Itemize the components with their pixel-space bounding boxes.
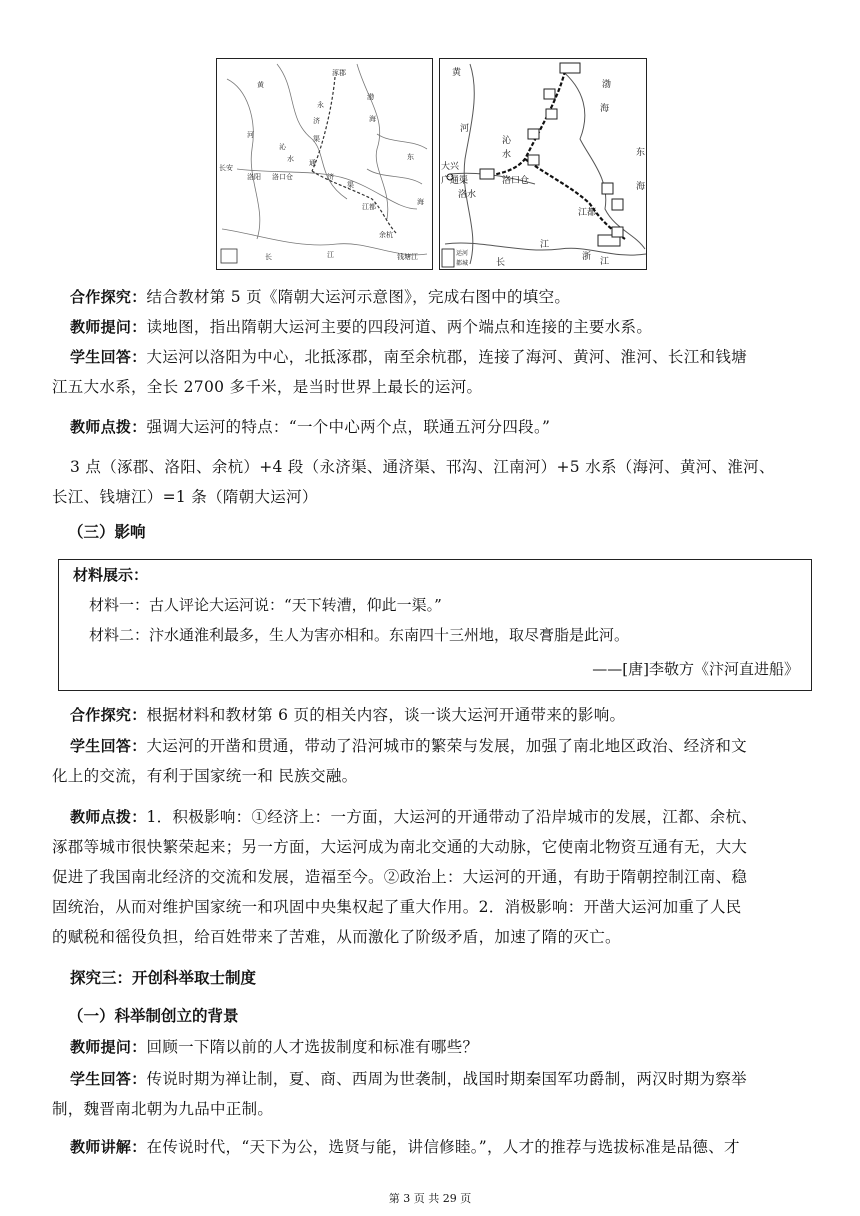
map-left-label-0: 涿郡 — [332, 69, 346, 77]
map-right-label-12: 江都 — [578, 208, 597, 218]
text-teacher-tip-2-l1: 1．积极影响：①经济上：一方面，大运河的开通带动了沿岸城市的发展，江都、余杭、 — [146, 808, 758, 826]
label-teacher-question: 教师提问： — [70, 318, 147, 336]
para-teacher-question-1 — [52, 314, 812, 342]
map-right-legend-canal: 运河 — [456, 250, 469, 257]
text-student-answer-3-l1: 传说时期为禅让制，夏、商、西周为世袭制，战国时期秦国军功爵制，两汉时期为察举 — [146, 1070, 747, 1088]
text-teacher-tip-2-l2: 涿郡等城市很快繁荣起来；另一方面，大运河成为南北交通的大动脉，它使南北物资互通有无，大大 — [52, 838, 748, 856]
map-right-label-10: 洛水 — [458, 190, 477, 200]
map-left-label-10: 通 — [309, 159, 316, 167]
map-left-label-7: 沁 — [279, 143, 286, 151]
map-right-label-8: 广通渠 — [441, 176, 469, 186]
material-one: 材料一：古人评论大运河说：“天下转漕，仰此一渠。” — [89, 596, 442, 614]
map-left-label-20: 长 — [265, 253, 272, 261]
para-summary — [52, 454, 812, 482]
map-left-label-18: 海 — [417, 198, 424, 206]
heading-explore-three: 探究三：开创科举取士制度 — [70, 969, 257, 987]
page-footer: 第 3 页 共 29 页 — [388, 1192, 472, 1205]
text-teacher-question-3: 回顾一下隋以前的人才选拔制度和标准有哪些？ — [146, 1038, 479, 1056]
map-left-label-22: 钱塘江 — [397, 253, 418, 261]
para-student-answer-1-cont — [52, 374, 812, 402]
map-right-label-5: 沁 — [502, 136, 512, 146]
text-student-answer-3-l2: 制，魏晋南北朝为九品中正制。 — [52, 1100, 274, 1118]
map-right-drawing — [440, 59, 646, 269]
para-teacher-tip-1 — [52, 414, 812, 442]
text-teacher-tip-2-l3: 促进了我国南北经济的交流和发展，造福至今。②政治上：大运河的开通，有助于隋朝控制江南、稳 — [52, 868, 748, 886]
para-student-answer-2 — [52, 733, 812, 761]
material-box — [58, 559, 812, 691]
map-right-label-3: 河 — [460, 124, 470, 134]
heading-background: （一）科举制创立的背景 — [68, 1007, 239, 1025]
map-left-label-3: 海 — [369, 115, 376, 123]
map-right-label-13: 长 — [496, 258, 506, 268]
map-left-label-19: 余杭 — [379, 231, 393, 239]
heading-influence: （三）影响 — [68, 523, 146, 541]
para-teacher-tip-2-l4 — [52, 894, 812, 922]
material-title: 材料展示： — [73, 566, 149, 584]
map-right-label-14: 江 — [540, 240, 550, 250]
map-right-label-6: 水 — [502, 150, 512, 160]
map-grand-canal-fill-in — [439, 58, 647, 270]
map-left-label-21: 江 — [327, 251, 334, 259]
map-right-label-11: 海 — [636, 182, 646, 192]
text-teacher-tip: 强调大运河的特点：“一个中心两个点，联通五河分四段。” — [146, 418, 551, 436]
text-teacher-tip-2-l4: 固统治，从而对维护国家统一和巩固中央集权起了重大作用。2．消极影响：开凿大运河加重了人民 — [52, 898, 742, 916]
map-right-label-16: 江 — [600, 257, 610, 267]
label-teacher-lecture: 教师讲解： — [70, 1138, 147, 1156]
para-student-answer-3 — [52, 1066, 812, 1094]
map-left-label-1: 黄 — [257, 81, 264, 89]
map-right-label-1: 渤 — [602, 80, 612, 90]
map-left-label-15: 洛阳 — [247, 173, 261, 181]
para-teacher-tip-2-l2 — [52, 834, 812, 862]
para-student-answer-1 — [52, 344, 812, 372]
text-student-answer-l2: 江五大水系，全长 2700 多千米，是当时世界上最长的运河。 — [52, 378, 483, 396]
text-student-answer-l1: 大运河以洛阳为中心，北抵涿郡，南至余杭郡，连接了海河、黄河、淮河、长江和钱塘 — [146, 348, 747, 366]
map-right-label-4: 东 — [636, 148, 646, 158]
map-right-legend-capital: 都城 — [456, 260, 469, 267]
label-student-answer: 学生回答： — [70, 348, 147, 366]
map-right-label-9: 洛口仓 — [502, 176, 530, 186]
text-coop-explore-2: 根据材料和教材第 6 页的相关内容，谈一谈大运河开通带来的影响。 — [146, 706, 626, 724]
text-summary-l1: 3 点（涿郡、洛阳、余杭）+4 段（永济渠、通济渠、邗沟、江南河）+5 水系（海河、黄河、淮河、 — [70, 458, 775, 476]
map-left-label-2: 渤 — [367, 93, 374, 101]
material-two: 材料二：汴水通淮利最多，生人为害亦相和。东南四十三州地，取尽膏脂是此河。 — [89, 626, 630, 644]
para-teacher-tip-2-l3 — [52, 864, 812, 892]
para-student-answer-3-cont — [52, 1096, 812, 1124]
para-coop-explore-1 — [52, 284, 812, 312]
map-grand-canal-textbook — [216, 58, 433, 270]
map-right-label-7: 大兴 — [441, 162, 460, 172]
text-student-answer-2-l1: 大运河的开凿和贯通，带动了沿河城市的繁荣与发展，加强了南北地区政治、经济和文 — [146, 737, 747, 755]
map-left-label-5: 永 — [317, 101, 324, 109]
label-student-answer-3: 学生回答： — [70, 1070, 147, 1088]
map-left-label-12: 渠 — [347, 181, 354, 189]
map-left-drawing — [217, 59, 432, 269]
label-teacher-tip: 教师点拨： — [70, 418, 147, 436]
map-left-label-11: 济 — [327, 173, 334, 181]
text-student-answer-2-l2: 化上的交流，有利于国家统一和 民族交融。 — [52, 767, 358, 785]
map-left-label-8: 渠 — [313, 135, 320, 143]
map-right-label-2: 海 — [600, 104, 610, 114]
map-left-label-6: 济 — [313, 117, 320, 125]
label-coop-explore: 合作探究： — [70, 288, 147, 306]
map-left-label-9: 水 — [287, 155, 294, 163]
label-teacher-question-3: 教师提问： — [70, 1038, 147, 1056]
map-right-label-15: 浙 — [582, 252, 592, 262]
para-teacher-lecture — [52, 1134, 812, 1162]
label-teacher-tip-2: 教师点拨： — [70, 808, 147, 826]
para-coop-explore-2 — [52, 702, 812, 730]
text-teacher-tip-2-l5: 的赋税和徭役负担，给百姓带来了苦难，从而激化了阶级矛盾，加速了隋的灭亡。 — [52, 928, 621, 946]
map-right-label-0: 黄 — [452, 68, 462, 78]
para-summary-cont — [52, 484, 812, 512]
map-left-label-13: 东 — [407, 153, 414, 161]
para-teacher-tip-2 — [52, 804, 812, 832]
para-student-answer-2-cont — [52, 763, 812, 791]
text-coop-explore: 结合教材第 5 页《隋朝大运河示意图》，完成右图中的填空。 — [146, 288, 571, 306]
label-coop-explore-2: 合作探究： — [70, 706, 147, 724]
material-source: ——[唐]李敬方《汴河直进船》 — [592, 660, 799, 678]
text-teacher-question: 读地图，指出隋朝大运河主要的四段河道、两个端点和连接的主要水系。 — [146, 318, 653, 336]
map-left-label-16: 洛口仓 — [272, 173, 293, 181]
text-summary-l2: 长江、钱塘江）=1 条（隋朝大运河） — [52, 488, 318, 506]
map-left-label-14: 长安 — [219, 164, 233, 172]
map-left-label-4: 河 — [247, 131, 254, 139]
label-student-answer-2: 学生回答： — [70, 737, 147, 755]
para-teacher-tip-2-l5 — [52, 924, 812, 952]
para-teacher-question-3 — [52, 1034, 812, 1062]
map-left-label-17: 江都 — [362, 203, 376, 211]
text-teacher-lecture: 在传说时代，“天下为公，选贤与能，讲信修睦。”，人才的推荐与选拔标准是品德、才 — [146, 1138, 740, 1156]
